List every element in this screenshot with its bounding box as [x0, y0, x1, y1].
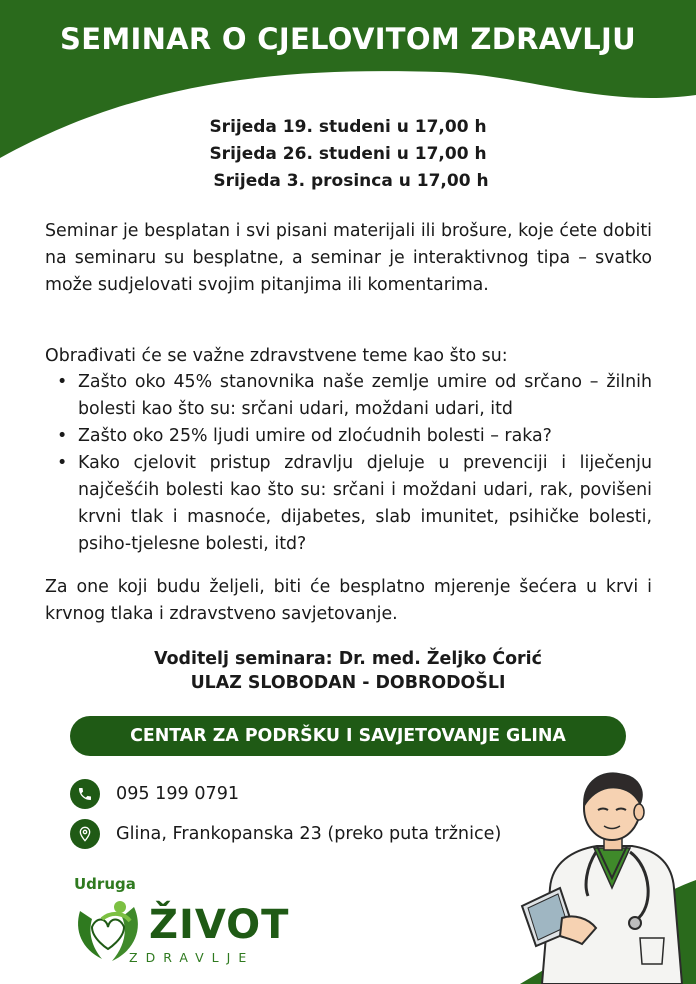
page-title: SEMINAR O CJELOVITOM ZDRAVLJU — [60, 22, 636, 56]
phone-number: 095 199 0791 — [116, 784, 240, 804]
date-line: Srijeda 19. studeni u 17,00 h — [209, 117, 487, 137]
leader-name: Voditelj seminara: Dr. med. Željko Ćorić — [154, 649, 542, 669]
logo-wordmark: ŽIVOT — [149, 902, 290, 948]
logo-association-label: Udruga — [74, 875, 136, 893]
seminar-dates — [0, 114, 696, 195]
logo-subtitle: ZDRAVLJE — [129, 950, 255, 965]
organizer-banner: CENTAR ZA PODRŠKU I SAVJETOVANJE GLINA — [70, 716, 626, 756]
list-item: • Kako cjelovit pristup zdravlju djeluje u prevenciji i liječenju najčešćih bolesti kao što su: srčani i moždani udari, rak, povišeni krvni tlak i masnoće, dijabetes, slab imunitet, psihičke bolesti, psiho-tjelesne bolesti, itd? — [45, 450, 652, 558]
location-pin-icon — [70, 819, 100, 849]
intro-paragraph: Seminar je besplatan i svi pisani materijali ili brošure, koje ćete dobiti na seminaru su besplatne, a seminar je interaktivnog tipa – svatko može sudjelovati svojim pitanjima ili komentarima. — [45, 221, 652, 295]
entry-free-note: ULAZ SLOBODAN - DOBRODOŠLI — [190, 673, 506, 693]
list-item: • Zašto oko 45% stanovnika naše zemlje umire od srčano – žilnih bolesti kao što su: srčani udari, moždani udari, itd — [45, 369, 652, 423]
seminar-leader — [0, 647, 696, 695]
address-text: Glina, Frankopanska 23 (preko puta tržnice) — [116, 824, 502, 844]
contact-address — [70, 819, 501, 849]
doctor-illustration — [512, 768, 692, 984]
contact-phone — [70, 779, 239, 809]
phone-icon — [70, 779, 100, 809]
topics-intro: Obrađivati će se važne zdravstvene teme kao što su: — [45, 346, 508, 366]
measurement-paragraph: Za one koji budu željeli, biti će besplatno mjerenje šećera u krvi i krvnog tlaka i zdravstveno savjetovanje. — [45, 577, 652, 624]
date-line: Srijeda 3. prosinca u 17,00 h — [213, 171, 489, 191]
topics-list — [45, 369, 652, 558]
date-line: Srijeda 26. studeni u 17,00 h — [209, 144, 487, 164]
list-item: • Zašto oko 25% ljudi umire od zloćudnih bolesti – raka? — [45, 423, 652, 450]
